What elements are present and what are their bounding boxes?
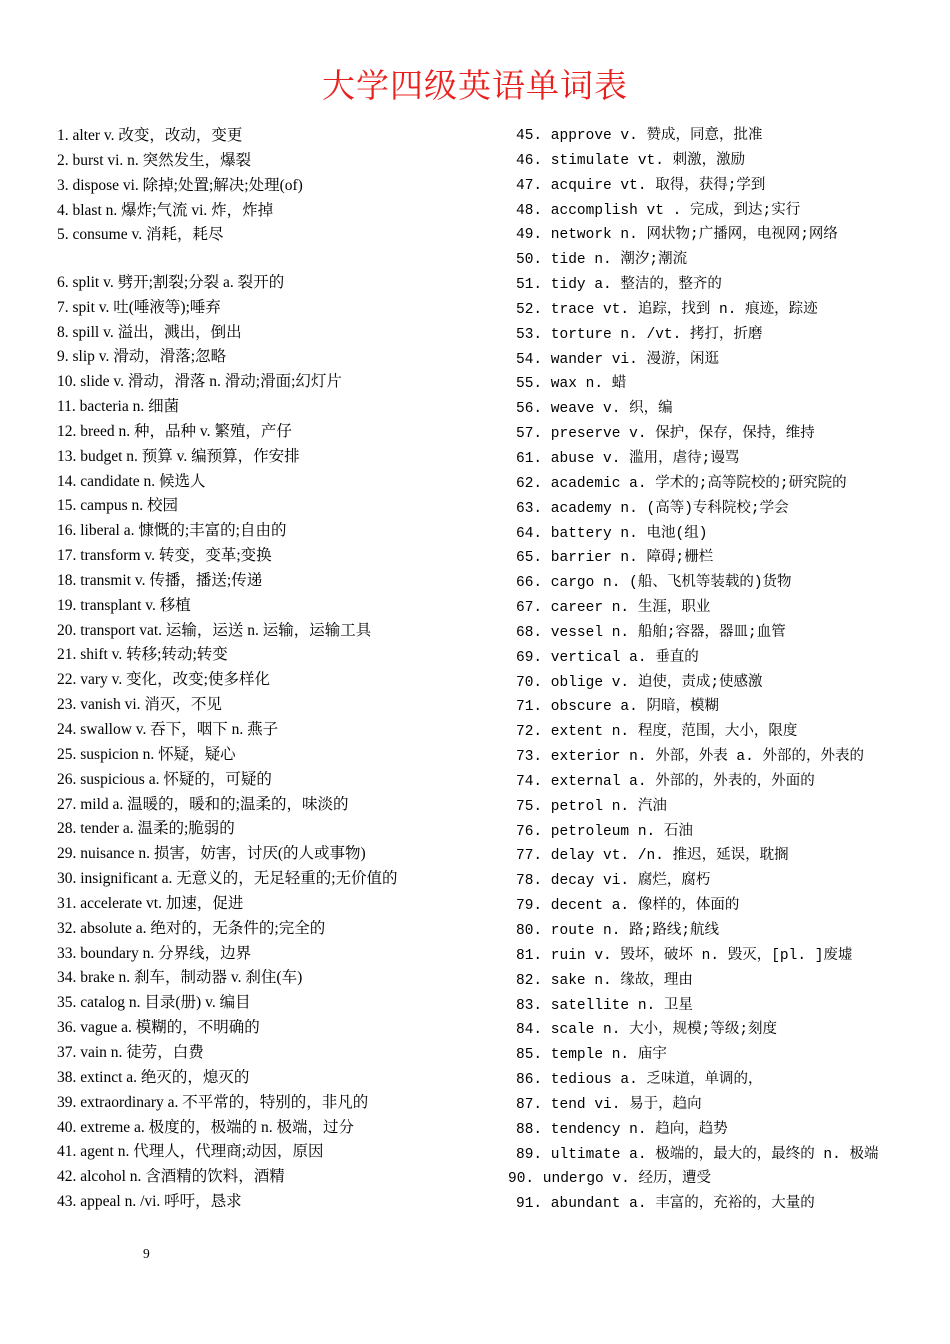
word-entry: 35. catalog n. 目录(册) v. 编目 bbox=[57, 994, 251, 1012]
word-entry: 36. vague a. 模糊的，不明确的 bbox=[57, 1019, 260, 1037]
word-list-right bbox=[508, 124, 936, 1217]
word-entry: 57. preserve v. 保护，保存，保持，维持 bbox=[516, 426, 815, 443]
word-entry: 18. transmit v. 传播，播送;传递 bbox=[57, 571, 263, 589]
word-entry: 82. sake n. 缘故，理由 bbox=[516, 972, 693, 989]
word-entry: 12. breed n. 种，品种 v. 繁殖，产仔 bbox=[57, 422, 292, 440]
word-entry: 6. split v. 劈开;割裂;分裂 a. 裂开的 bbox=[57, 273, 285, 291]
word-entry: 21. shift v. 转移;转动;转变 bbox=[57, 646, 228, 664]
word-entry: 47. acquire vt. 取得，获得;学到 bbox=[516, 177, 766, 194]
word-entry: 65. barrier n. 障碍;栅栏 bbox=[516, 550, 714, 567]
word-entry: 51. tidy a. 整洁的，整齐的 bbox=[516, 277, 722, 294]
word-entry: 33. boundary n. 分界线，边界 bbox=[57, 944, 252, 962]
word-entry: 45. approve v. 赞成，同意，批准 bbox=[516, 128, 763, 144]
word-entry: 53. torture n. /vt. 拷打，折磨 bbox=[516, 326, 763, 343]
word-entry: 55. wax n. 蜡 bbox=[516, 376, 627, 393]
word-entry: 19. transplant v. 移植 bbox=[57, 596, 191, 614]
word-entry: 46. stimulate vt. 刺激，激励 bbox=[516, 152, 746, 169]
word-entry: 86. tedious a. 乏味道，单调的， bbox=[516, 1072, 763, 1089]
word-entry: 14. candidate n. 候选人 bbox=[57, 472, 206, 490]
word-entry: 80. route n. 路;路线;航线 bbox=[516, 923, 720, 939]
word-entry: 34. brake n. 刹车，制动器 v. 刹住(车) bbox=[57, 969, 303, 987]
word-entry: 1. alter v. 改变，改动，变更 bbox=[57, 127, 243, 144]
word-entry: 73. exterior n. 外部，外表 a. 外部的，外表的 bbox=[516, 749, 865, 766]
word-entry: 61. abuse v. 滥用，虐待;谩骂 bbox=[516, 450, 740, 467]
word-entry: 70. oblige v. 迫使，责成;使感激 bbox=[516, 674, 763, 691]
word-entry: 29. nuisance n. 损害，妨害，讨厌(的人或事物) bbox=[57, 845, 366, 863]
word-entry: 2. burst vi. n. 突然发生，爆裂 bbox=[57, 151, 252, 169]
word-entry: 56. weave v. 织，编 bbox=[516, 401, 673, 418]
word-entry: 16. liberal a. 慷慨的;丰富的;自由的 bbox=[57, 522, 287, 540]
word-entry: 4. blast n. 爆炸;气流 vi. 炸，炸掉 bbox=[57, 201, 274, 219]
word-entry: 40. extreme a. 极度的，极端的 n. 极端，过分 bbox=[57, 1118, 355, 1136]
word-entry: 84. scale n. 大小，规模;等级;刻度 bbox=[516, 1022, 778, 1039]
word-entry: 42. alcohol n. 含酒精的饮料，酒精 bbox=[57, 1168, 285, 1186]
word-entry: 66. cargo n. (船、飞机等装载的)货物 bbox=[516, 575, 792, 592]
word-entry: 49. network n. 网状物;广播网，电视网;网络 bbox=[516, 227, 838, 244]
word-entry: 15. campus n. 校园 bbox=[57, 497, 178, 515]
word-entry: 17. transform v. 转变，变革;变换 bbox=[57, 547, 272, 565]
word-entry: 9. slip v. 滑动，滑落;忽略 bbox=[57, 348, 227, 366]
word-entry: 79. decent a. 像样的，体面的 bbox=[516, 898, 740, 915]
word-entry: 23. vanish vi. 消灭，不见 bbox=[57, 696, 222, 714]
word-entry: 83. satellite n. 卫星 bbox=[516, 997, 693, 1014]
word-entry: 90. undergo v. 经历，遭受 bbox=[508, 1171, 712, 1188]
word-entry: 85. temple n. 庙宇 bbox=[516, 1047, 667, 1064]
word-entry: 27. mild a. 温暖的，暖和的;温柔的，味淡的 bbox=[57, 795, 349, 813]
word-entry: 11. bacteria n. 细菌 bbox=[57, 398, 180, 416]
blank-line bbox=[57, 248, 497, 271]
word-entry: 37. vain n. 徒劳，白费 bbox=[57, 1043, 204, 1061]
word-entry: 72. extent n. 程度，范围，大小，限度 bbox=[516, 724, 798, 741]
word-entry: 77. delay vt. /n. 推迟，延误，耽搁 bbox=[516, 848, 789, 865]
word-entry: 43. appeal n. /vi. 呼吁，恳求 bbox=[57, 1193, 242, 1211]
word-entry: 88. tendency n. 趋向，趋势 bbox=[516, 1121, 728, 1138]
word-entry: 68. vessel n. 船舶;容器，器皿;血管 bbox=[516, 624, 786, 641]
word-entry: 62. academic a. 学术的;高等院校的;研究院的 bbox=[516, 475, 847, 492]
word-entry: 89. ultimate a. 极端的，最大的，最终的 n. 极端 bbox=[516, 1146, 879, 1163]
word-entry: 64. battery n. 电池(组) bbox=[516, 525, 708, 542]
word-entry: 67. career n. 生涯，职业 bbox=[516, 600, 711, 617]
word-entry: 50. tide n. 潮汐;潮流 bbox=[516, 252, 688, 269]
word-entry: 41. agent n. 代理人，代理商;动因，原因 bbox=[57, 1143, 324, 1161]
word-entry: 24. swallow v. 吞下，咽下 n. 燕子 bbox=[57, 721, 279, 738]
word-entry: 76. petroleum n. 石油 bbox=[516, 823, 693, 840]
word-entry: 81. ruin v. 毁坏，破坏 n. 毁灭，[pl. ]废墟 bbox=[516, 947, 853, 964]
word-entry: 71. obscure a. 阴暗，模糊 bbox=[516, 699, 720, 716]
word-entry: 91. abundant a. 丰富的，充裕的，大量的 bbox=[516, 1196, 815, 1213]
word-entry: 3. dispose vi. 除掉;处置;解决;处理(of) bbox=[57, 176, 303, 194]
word-entry: 74. external a. 外部的，外表的，外面的 bbox=[516, 773, 815, 790]
word-entry: 7. spit v. 吐(唾液等);唾弃 bbox=[57, 298, 221, 316]
word-entry: 8. spill v. 溢出，溅出，倒出 bbox=[57, 323, 242, 341]
word-entry: 20. transport vat. 运输，运送 n. 运输，运输工具 bbox=[57, 621, 372, 639]
word-entry: 54. wander vi. 漫游，闲逛 bbox=[516, 351, 720, 368]
word-entry: 48. accomplish vt . 完成，到达;实行 bbox=[516, 202, 801, 219]
word-entry: 69. vertical a. 垂直的 bbox=[516, 649, 699, 666]
word-entry: 32. absolute a. 绝对的，无条件的;完全的 bbox=[57, 919, 326, 937]
word-entry: 31. accelerate vt. 加速，促进 bbox=[57, 894, 244, 912]
page-number: 9 bbox=[143, 1246, 150, 1261]
word-entry: 5. consume v. 消耗，耗尽 bbox=[57, 226, 224, 244]
word-entry: 63. academy n. (高等)专科院校;学会 bbox=[516, 500, 789, 517]
word-entry: 87. tend vi. 易于，趋向 bbox=[516, 1096, 702, 1113]
word-entry: 10. slide v. 滑动，滑落 n. 滑动;滑面;幻灯片 bbox=[57, 373, 342, 391]
word-entry: 13. budget n. 预算 v. 编预算，作安排 bbox=[57, 447, 300, 465]
word-entry: 26. suspicious a. 怀疑的，可疑的 bbox=[57, 770, 272, 788]
word-entry: 52. trace vt. 追踪，找到 n. 痕迹，踪迹 bbox=[516, 301, 818, 318]
word-entry: 30. insignificant a. 无意义的，无足轻重的;无价值的 bbox=[57, 870, 398, 888]
word-entry: 22. vary v. 变化，改变;使多样化 bbox=[57, 671, 270, 689]
word-entry: 38. extinct a. 绝灭的，熄灭的 bbox=[57, 1068, 250, 1086]
word-entry: 78. decay vi. 腐烂，腐朽 bbox=[516, 873, 711, 890]
word-entry: 75. petrol n. 汽油 bbox=[516, 798, 667, 815]
page-title: 大学四级英语单词表 bbox=[322, 66, 628, 105]
word-entry: 25. suspicion n. 怀疑，疑心 bbox=[57, 745, 236, 763]
word-entry: 28. tender a. 温柔的;脆弱的 bbox=[57, 820, 235, 838]
word-list-left bbox=[57, 124, 497, 1215]
word-entry: 39. extraordinary a. 不平常的，特别的，非凡的 bbox=[57, 1093, 369, 1111]
